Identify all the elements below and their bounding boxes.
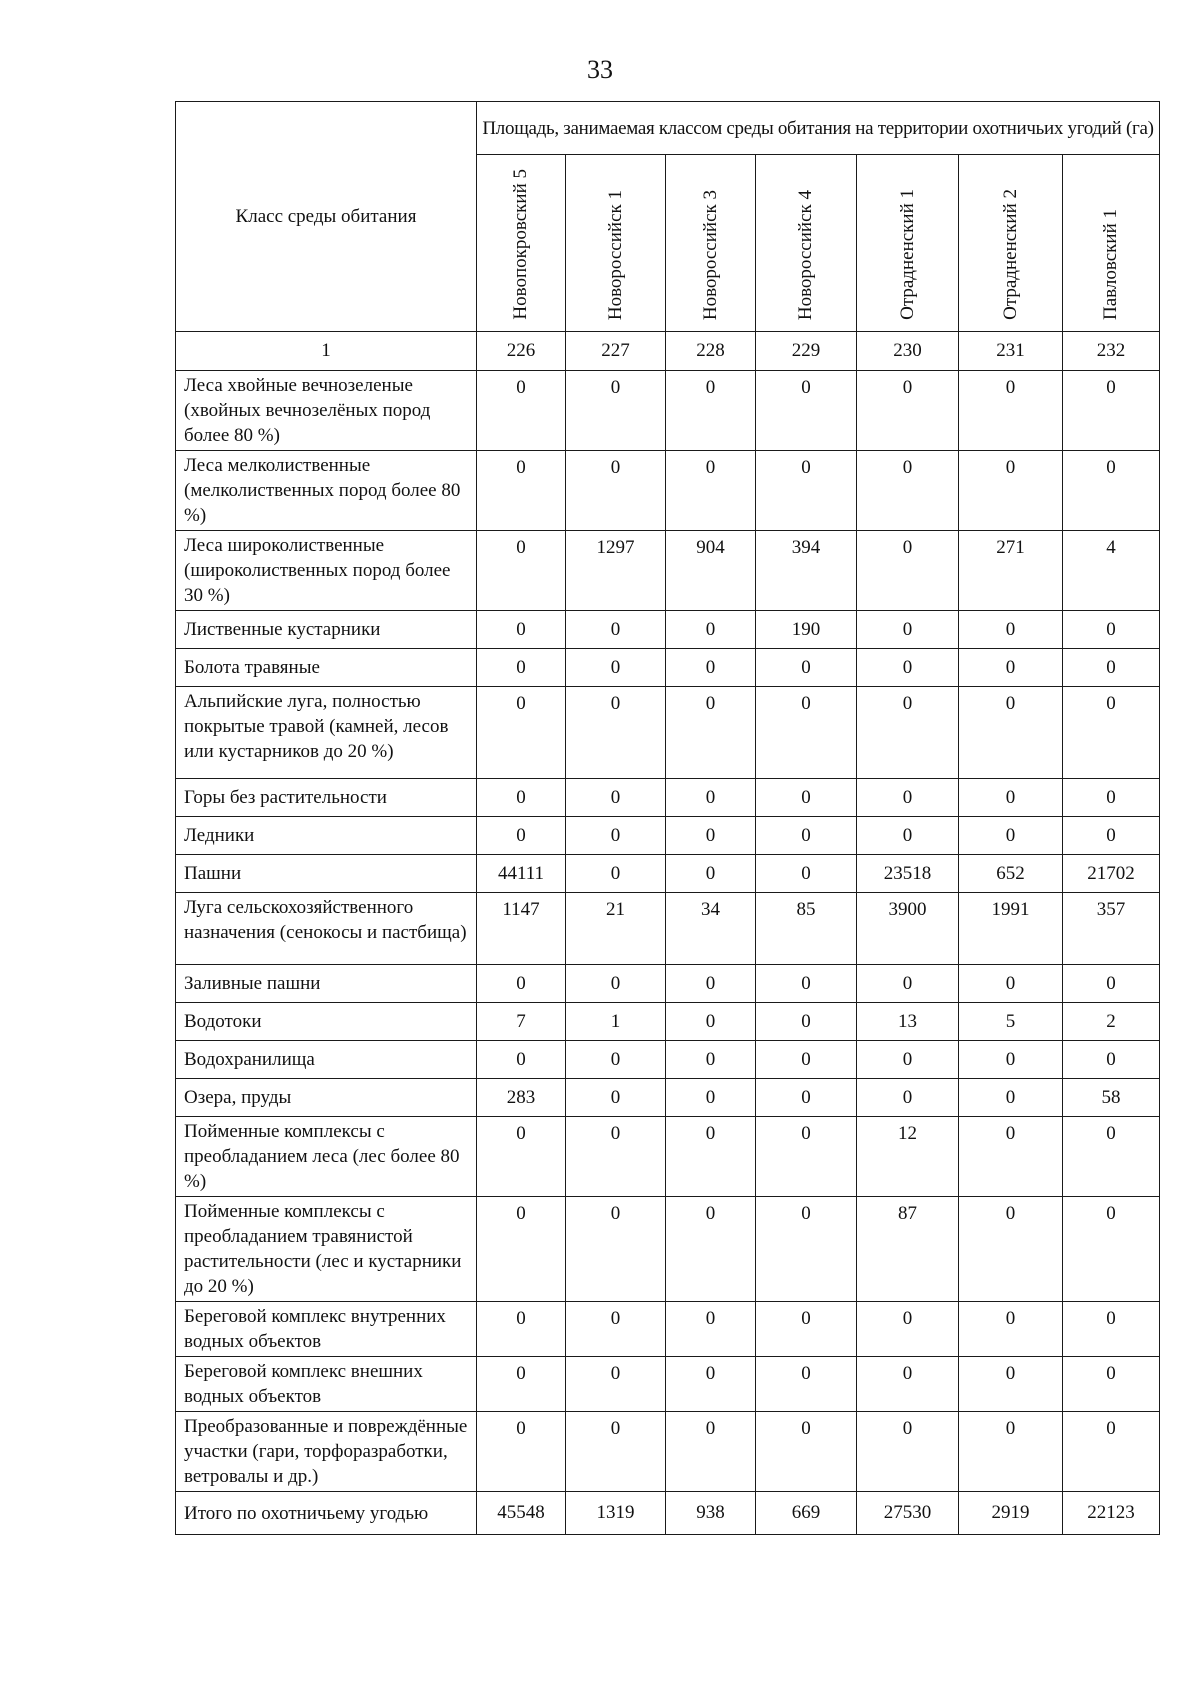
area-value: 3900 [857,893,959,965]
unit-header-label: Павловский 1 [1100,209,1121,320]
area-value: 0 [1063,649,1160,687]
area-value: 0 [566,451,666,531]
table-row [176,1197,1160,1302]
unit-header [666,155,756,332]
area-value: 0 [857,1041,959,1079]
unit-header [566,155,666,332]
column-number: 229 [756,332,857,371]
table-row [176,1041,1160,1079]
area-value: 0 [477,965,566,1003]
area-value: 0 [1063,687,1160,779]
column-number: 228 [666,332,756,371]
area-value: 0 [959,649,1063,687]
area-value: 0 [666,1079,756,1117]
area-value: 0 [959,817,1063,855]
area-value: 0 [857,1079,959,1117]
area-value: 0 [1063,1117,1160,1197]
area-value: 271 [959,531,1063,611]
area-value: 0 [666,1302,756,1357]
area-value: 0 [666,817,756,855]
area-value: 0 [1063,1357,1160,1412]
table-row [176,687,1160,779]
table-row [176,1302,1160,1357]
table-row [176,965,1160,1003]
area-value: 0 [566,649,666,687]
area-value: 0 [477,649,566,687]
area-value: 13 [857,1003,959,1041]
area-value: 0 [666,687,756,779]
unit-header [857,155,959,332]
total-value: 45548 [477,1492,566,1535]
area-value: 0 [477,687,566,779]
area-value: 0 [857,649,959,687]
area-value: 0 [959,371,1063,451]
area-value: 0 [756,687,857,779]
area-value: 0 [477,1357,566,1412]
area-value: 0 [756,451,857,531]
area-value: 1991 [959,893,1063,965]
area-value: 0 [756,855,857,893]
total-row [176,1492,1160,1535]
unit-header-label: Новороссийск 3 [699,189,721,320]
area-value: 0 [477,1412,566,1492]
area-value: 0 [1063,1041,1160,1079]
area-value: 0 [666,1003,756,1041]
area-value: 0 [1063,451,1160,531]
area-value: 0 [756,1117,857,1197]
area-value: 394 [756,531,857,611]
area-value: 34 [666,893,756,965]
area-value: 0 [959,779,1063,817]
area-value: 0 [959,611,1063,649]
area-value: 4 [1063,531,1160,611]
unit-header-label: Отрадненский 2 [999,189,1021,320]
total-value: 2919 [959,1492,1063,1535]
area-value: 0 [666,1412,756,1492]
class-header: Класс среды обитания [176,102,477,332]
habitat-class-label: Береговой комплекс внутренних водных объектов [176,1302,477,1357]
habitat-class-label: Пашни [176,855,477,893]
area-value: 0 [1063,817,1160,855]
area-value: 0 [756,649,857,687]
area-value: 0 [756,817,857,855]
area-header: Площадь, занимаемая классом среды обитания на территории охотничьих угодий (га) [477,102,1160,155]
area-value: 0 [1063,1302,1160,1357]
unit-header [477,155,566,332]
area-value: 904 [666,531,756,611]
area-value: 0 [756,1079,857,1117]
area-value: 0 [959,1302,1063,1357]
area-value: 23518 [857,855,959,893]
area-value: 0 [857,1412,959,1492]
total-value: 1319 [566,1492,666,1535]
area-value: 0 [477,1041,566,1079]
column-number: 232 [1063,332,1160,371]
area-value: 0 [666,965,756,1003]
habitat-class-label: Леса широколиственные (широколиственных пород более 30 %) [176,531,477,611]
area-value: 0 [666,1117,756,1197]
area-value: 21 [566,893,666,965]
table-row [176,893,1160,965]
area-value: 0 [666,451,756,531]
area-value: 0 [566,779,666,817]
table-row [176,649,1160,687]
area-value: 0 [756,1357,857,1412]
area-value: 0 [756,1041,857,1079]
area-value: 0 [566,687,666,779]
area-value: 0 [477,1197,566,1302]
area-value: 0 [857,687,959,779]
area-value: 0 [1063,611,1160,649]
habitat-class-label: Озера, пруды [176,1079,477,1117]
area-value: 58 [1063,1079,1160,1117]
area-value: 0 [857,779,959,817]
unit-header-label: Отрадненский 1 [896,189,918,320]
table-row [176,779,1160,817]
area-value: 0 [477,779,566,817]
area-value: 0 [666,1197,756,1302]
area-value: 0 [756,1003,857,1041]
area-value: 0 [1063,1197,1160,1302]
area-value: 1147 [477,893,566,965]
area-value: 12 [857,1117,959,1197]
area-value: 0 [666,649,756,687]
area-value: 0 [756,779,857,817]
habitat-class-label: Пойменные комплексы с преобладанием травянистой растительности (лес и кустарники до 20 %) [176,1197,477,1302]
area-value: 0 [959,1412,1063,1492]
total-value: 938 [666,1492,756,1535]
area-value: 0 [477,1302,566,1357]
area-value: 652 [959,855,1063,893]
area-value: 283 [477,1079,566,1117]
column-number: 231 [959,332,1063,371]
area-value: 0 [959,1357,1063,1412]
area-value: 357 [1063,893,1160,965]
table-row [176,371,1160,451]
area-value: 0 [477,611,566,649]
area-value: 0 [566,611,666,649]
area-value: 0 [566,817,666,855]
column-number: 230 [857,332,959,371]
area-value: 0 [959,965,1063,1003]
area-value: 0 [959,1117,1063,1197]
area-value: 0 [477,371,566,451]
table-row [176,1079,1160,1117]
total-value: 22123 [1063,1492,1160,1535]
table-row [176,1117,1160,1197]
table-row [176,1003,1160,1041]
habitat-class-label: Альпийские луга, полностью покрытые травой (камней, лесов или кустарников до 20 %) [176,687,477,779]
area-value: 0 [756,965,857,1003]
area-value: 0 [666,611,756,649]
column-number: 1 [176,332,477,371]
area-value: 0 [666,1357,756,1412]
area-value: 0 [1063,1412,1160,1492]
area-value: 0 [1063,779,1160,817]
area-value: 0 [756,1302,857,1357]
area-value: 0 [566,1117,666,1197]
area-value: 0 [959,687,1063,779]
area-value: 1297 [566,531,666,611]
area-value: 0 [756,1197,857,1302]
table-row [176,1357,1160,1412]
area-value: 0 [1063,371,1160,451]
area-value: 5 [959,1003,1063,1041]
column-number: 227 [566,332,666,371]
area-value: 0 [857,1302,959,1357]
area-value: 0 [857,1357,959,1412]
area-value: 0 [566,1041,666,1079]
area-value: 0 [857,451,959,531]
area-value: 0 [477,531,566,611]
area-value: 0 [666,371,756,451]
area-value: 0 [1063,965,1160,1003]
area-value: 0 [959,1197,1063,1302]
habitat-class-label: Заливные пашни [176,965,477,1003]
habitat-class-label: Береговой комплекс внешних водных объектов [176,1357,477,1412]
habitat-class-label: Лиственные кустарники [176,611,477,649]
table-row [176,451,1160,531]
area-value: 0 [477,1117,566,1197]
habitat-class-label: Пойменные комплексы с преобладанием леса (лес более 80 %) [176,1117,477,1197]
total-label: Итого по охотничьему угодью [176,1492,477,1535]
area-value: 0 [857,531,959,611]
area-value: 0 [857,371,959,451]
area-value: 7 [477,1003,566,1041]
table-row [176,611,1160,649]
area-value: 0 [756,371,857,451]
habitat-class-label: Леса мелколиственные (мелколиственных пород более 80 %) [176,451,477,531]
table-row [176,817,1160,855]
area-value: 0 [959,451,1063,531]
area-value: 190 [756,611,857,649]
column-number: 226 [477,332,566,371]
area-value: 0 [477,451,566,531]
habitat-class-label: Водотоки [176,1003,477,1041]
area-value: 0 [566,1412,666,1492]
area-value: 0 [566,1079,666,1117]
page-number: 33 [587,55,613,84]
area-value: 0 [566,965,666,1003]
area-value: 0 [566,371,666,451]
area-value: 0 [666,1041,756,1079]
area-value: 0 [857,965,959,1003]
table-row [176,531,1160,611]
habitat-class-label: Горы без растительности [176,779,477,817]
habitat-class-label: Ледники [176,817,477,855]
total-value: 27530 [857,1492,959,1535]
unit-header [959,155,1063,332]
area-value: 0 [857,611,959,649]
habitat-class-label: Преобразованные и повреждённые участки (гари, торфоразработки, ветровалы и др.) [176,1412,477,1492]
area-value: 44111 [477,855,566,893]
area-value: 2 [1063,1003,1160,1041]
total-value: 669 [756,1492,857,1535]
area-value: 87 [857,1197,959,1302]
area-value: 0 [566,1302,666,1357]
area-value: 0 [666,779,756,817]
unit-header-label: Новопокровский 5 [510,169,531,320]
unit-header-label: Новороссийск 4 [795,189,816,320]
unit-header [1063,155,1160,332]
unit-header-label: Новороссийск 1 [604,189,626,320]
area-value: 0 [959,1079,1063,1117]
area-value: 85 [756,893,857,965]
area-value: 0 [857,817,959,855]
area-value: 21702 [1063,855,1160,893]
habitat-class-label: Водохранилища [176,1041,477,1079]
area-value: 1 [566,1003,666,1041]
area-value: 0 [477,817,566,855]
table-row [176,855,1160,893]
area-value: 0 [666,855,756,893]
area-value: 0 [566,1197,666,1302]
area-value: 0 [566,1357,666,1412]
area-value: 0 [959,1041,1063,1079]
area-value: 0 [756,1412,857,1492]
area-value: 0 [566,855,666,893]
habitat-class-label: Луга сельскохозяйственного назначения (сенокосы и пастбища) [176,893,477,965]
unit-header [756,155,857,332]
table-row [176,1412,1160,1492]
habitat-area-table [175,101,1160,1535]
habitat-class-label: Болота травяные [176,649,477,687]
habitat-class-label: Леса хвойные вечнозеленые (хвойных вечнозелёных пород более 80 %) [176,371,477,451]
